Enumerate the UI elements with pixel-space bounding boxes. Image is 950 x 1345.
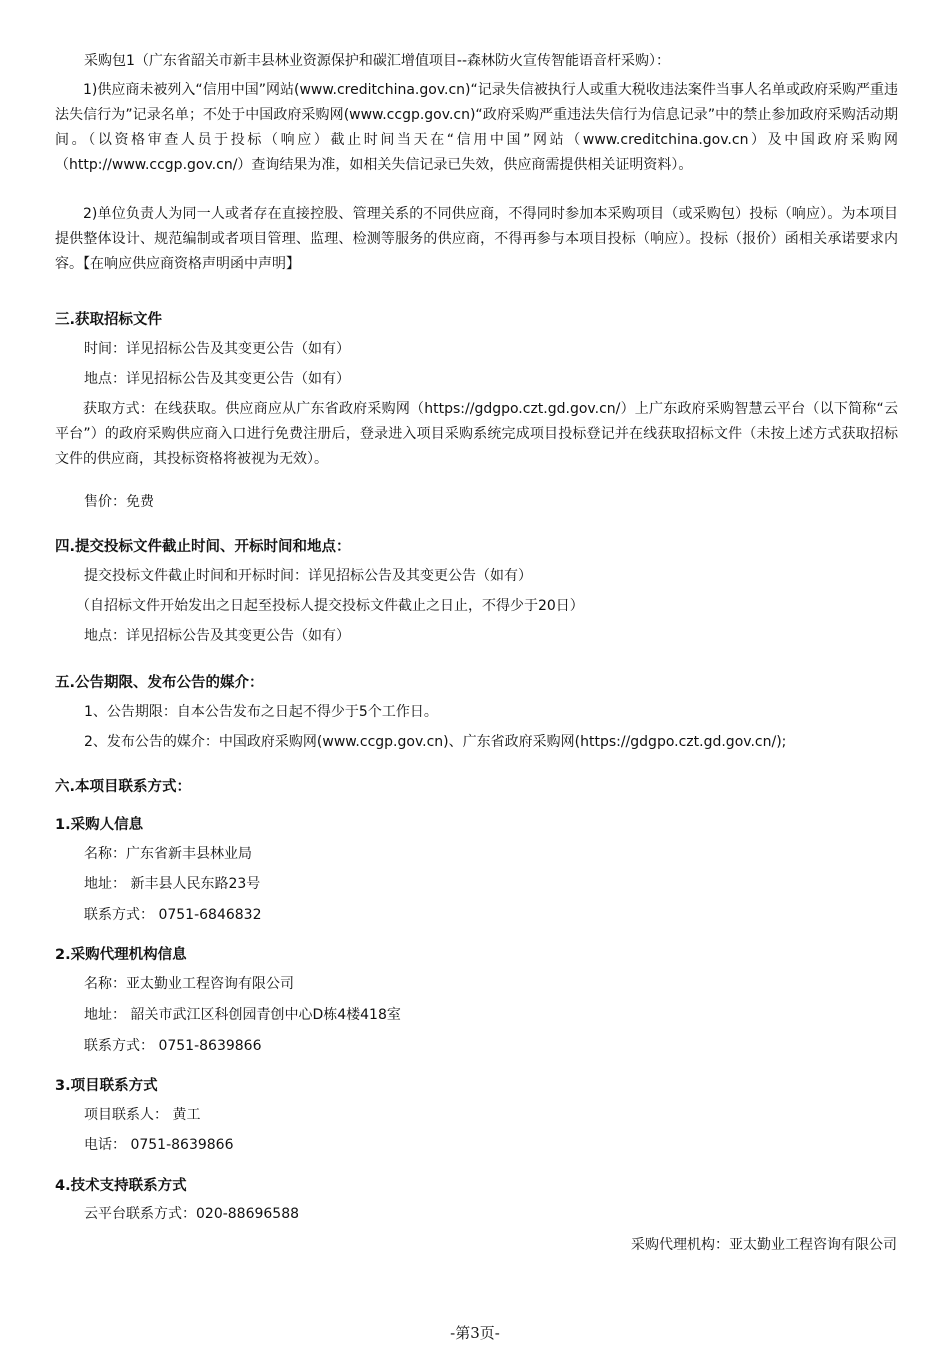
page-number: -第3页- — [450, 1324, 500, 1342]
agency-heading: 2.采购代理机构信息 — [55, 947, 187, 963]
section-5-heading: 五.公告期限、发布公告的媒介： — [55, 675, 264, 691]
section-4-heading: 四.提交投标文件截止时间、开标时间和地点： — [55, 539, 351, 555]
section-6-heading: 六.本项目联系方式： — [55, 779, 192, 795]
agency-address: 地址： 韶关市武江区科创园青创中心D栋4楼418室 — [84, 1007, 401, 1023]
submission-deadline: 提交投标文件截止时间和开标时间：详见招标公告及其变更公告（如有） — [84, 568, 532, 584]
purchaser-name: 名称：广东省新丰县林业局 — [84, 846, 252, 862]
submission-note: （自招标文件开始发出之日起至投标人提交投标文件截止之日止，不得少于20日） — [76, 598, 584, 614]
project-contact-heading: 3.项目联系方式 — [55, 1078, 158, 1094]
obtain-price: 售价：免费 — [84, 494, 154, 510]
agency-signature: 采购代理机构：亚太勤业工程咨询有限公司 — [631, 1237, 897, 1253]
section-3-heading: 三.获取招标文件 — [55, 312, 163, 328]
submission-place: 地点：详见招标公告及其变更公告（如有） — [84, 628, 350, 644]
tech-support-heading: 4.技术支持联系方式 — [55, 1178, 187, 1194]
tech-support-contact: 云平台联系方式：020-88696588 — [84, 1206, 300, 1222]
agency-contact: 联系方式： 0751-8639866 — [84, 1038, 262, 1054]
obtain-method: 获取方式：在线获取。供应商应从广东省政府采购网（https://gdgpo.czt.gd.gov.cn/）上广东政府采购智慧云平台（以下简称“云平台”）的政府采购供应商入口进行免费注册后，登录进入项目采购系统完成项目投标登记并在线获取招标文件（未按上述方式获取招标文件的供应商，其投标资格将被视为无效）。 — [55, 401, 898, 467]
qualification-item-1: 1)供应商未被列入“信用中国”网站(www.creditchina.gov.cn)“记录失信被执行人或重大税收违法案件当事人名单或政府采购严重违法失信行为”记录名单；不处于中国政府采购网(www.ccgp.gov.cn)“政府采购严重违法失信行为信息记录”中的禁止参加政府采购活动期间。（以资格审查人员于投标（响应）截止时间当天在“信用中国”网站（www.creditchina.gov.cn）及中国政府采购网（http://www.ccgp.gov.cn/）查询结果为准，如相关失信记录已失效，供应商需提供相关证明资料）。 — [55, 82, 898, 173]
purchaser-contact: 联系方式： 0751-6846832 — [84, 907, 262, 923]
notice-period: 1、公告期限：自本公告发布之日起不得少于5个工作日。 — [84, 704, 438, 720]
qualification-item-2: 2)单位负责人为同一人或者存在直接控股、管理关系的不同供应商，不得同时参加本采购项目（或采购包）投标（响应）。为本项目提供整体设计、规范编制或者项目管理、监理、检测等服务的供应商，不得再参与本项目投标（响应）。投标（报价）函相关承诺要求内容。【在响应供应商资格声明函中声明】 — [55, 206, 898, 272]
agency-name: 名称：亚太勤业工程咨询有限公司 — [84, 976, 294, 992]
project-contact-person: 项目联系人： 黄工 — [84, 1107, 201, 1123]
package-title: 采购包1（广东省韶关市新丰县林业资源保护和碳汇增值项目--森林防火宣传智能语音杆采购）： — [84, 53, 671, 69]
purchaser-address: 地址： 新丰县人民东路23号 — [84, 876, 261, 892]
obtain-place: 地点：详见招标公告及其变更公告（如有） — [84, 371, 350, 387]
obtain-time: 时间：详见招标公告及其变更公告（如有） — [84, 341, 350, 357]
project-contact-phone: 电话： 0751-8639866 — [84, 1137, 234, 1153]
purchaser-heading: 1.采购人信息 — [55, 817, 144, 833]
notice-media: 2、发布公告的媒介：中国政府采购网(www.ccgp.gov.cn)、广东省政府采购网(https://gdgpo.czt.gd.gov.cn/); — [84, 734, 787, 750]
